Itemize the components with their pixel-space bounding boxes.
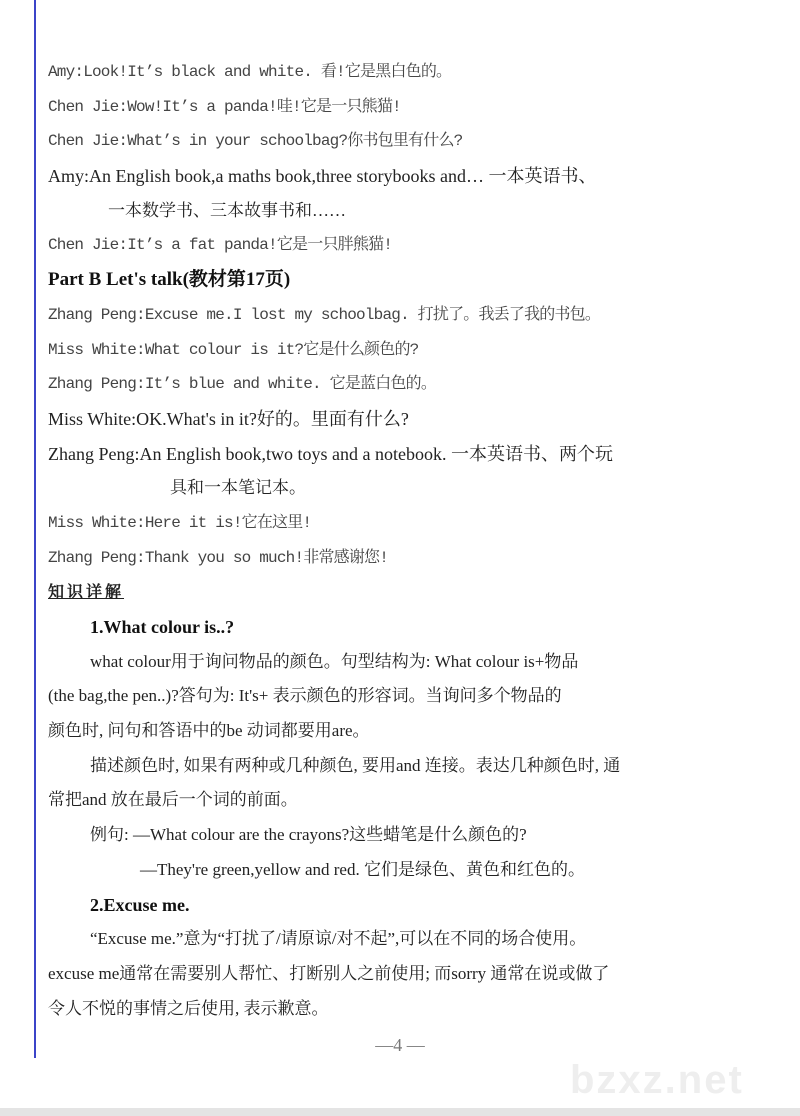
dialogue-line: Amy:Look!It’s black and white. 看!它是黑白色的。 bbox=[48, 63, 452, 81]
body-line: 常把and 放在最后一个词的前面。 bbox=[48, 790, 298, 810]
page-number: —4 — bbox=[375, 1034, 425, 1055]
dialogue-line: Zhang Peng:Thank you so much!非常感谢您! bbox=[48, 548, 389, 567]
point-title: 1.What colour is..? bbox=[90, 617, 235, 637]
dialogue-line: Zhang Peng:It’s blue and white. 它是蓝白色的。 bbox=[48, 375, 437, 394]
body-line: “Excuse me.”意为“打扰了/请原谅/对不起”,可以在不同的场合使用。 bbox=[90, 929, 587, 949]
page-content bbox=[48, 0, 778, 1086]
body-line: (the bag,the pen..)?答句为: It's+ 表示颜色的形容词。当询问多个物品的 bbox=[48, 686, 562, 706]
part-b-heading: Part B Let's talk(教材第17页) bbox=[48, 269, 291, 291]
dialogue-line: 一本数学书、三本故事书和…… bbox=[108, 200, 346, 220]
dialogue-line: 具和一本笔记本。 bbox=[170, 478, 306, 498]
dialogue-line: Zhang Peng:An English book,two toys and a notebook. 一本英语书、两个玩 bbox=[48, 443, 613, 464]
dialogue-line: Chen Jie:It’s a fat panda!它是一只胖熊猫! bbox=[48, 236, 393, 255]
page-bottom-edge bbox=[0, 1108, 800, 1116]
watermark: bzxz.net bbox=[570, 1058, 744, 1102]
body-line: 颜色时, 问句和答语中的be 动词都要用are。 bbox=[48, 721, 370, 741]
body-line: 令人不悦的事情之后使用, 表示歉意。 bbox=[48, 998, 329, 1018]
section-title: 知识详解 bbox=[48, 582, 125, 602]
body-line: what colour用于询问物品的颜色。句型结构为: What colour is+物品 bbox=[90, 651, 579, 671]
dialogue-line: Chen Jie:Wow!It’s a panda!哇!它是一只熊猫! bbox=[48, 97, 401, 116]
point-title: 2.Excuse me. bbox=[90, 894, 190, 915]
dialogue-line: Zhang Peng:Excuse me.I lost my schoolbag. 打扰了。我丢了我的书包。 bbox=[48, 305, 601, 324]
dialogue-line: Amy:An English book,a maths book,three storybooks and… 一本英语书、 bbox=[48, 166, 597, 187]
example-line: 例句: —What colour are the crayons?这些蜡笔是什么颜色的? bbox=[90, 825, 527, 845]
dialogue-line: Miss White:What colour is it?它是什么颜色的? bbox=[48, 340, 419, 359]
body-line: excuse me通常在需要别人帮忙、打断别人之前使用; 而sorry 通常在说或做了 bbox=[48, 963, 610, 983]
dialogue-line: Miss White:OK.What's in it?好的。里面有什么? bbox=[48, 408, 409, 429]
dialogue-line: Miss White:Here it is!它在这里! bbox=[48, 513, 312, 532]
body-line: 描述颜色时, 如果有两种或几种颜色, 要用and 连接。表达几种颜色时, 通 bbox=[90, 755, 621, 775]
example-line: —They're green,yellow and red. 它们是绿色、黄色和红色的。 bbox=[140, 859, 585, 879]
dialogue-line: Chen Jie:What’s in your schoolbag?你书包里有什么? bbox=[48, 132, 463, 151]
margin-rule bbox=[34, 0, 36, 1058]
